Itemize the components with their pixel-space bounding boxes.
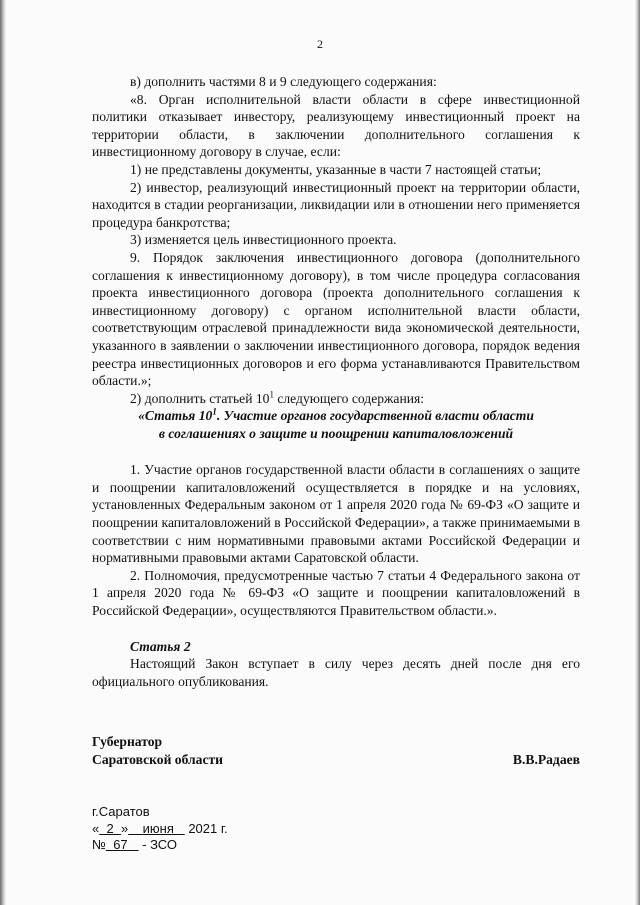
article-2-text: Настоящий Закон вступает в силу через десять дней после дня его официального опубликования. xyxy=(92,656,580,689)
scan-edge-right xyxy=(635,0,640,905)
article-paragraph-2: 2. Полномочия, предусмотренные частью 7 статьи 4 Федерального закона от 1 апреля 2020 года № 69-ФЗ «О защите и поощрении капиталовложений в Российской Федерации», осуществляются Правительством области.». xyxy=(92,567,580,619)
amend-2-text-end: следующего содержания: xyxy=(273,390,425,406)
date-open-quote: « xyxy=(92,820,100,836)
date-day: 2 xyxy=(106,820,114,836)
number-value: 67 xyxy=(113,837,128,852)
number-prefix: № xyxy=(92,837,106,852)
article-title-superscript: 1 xyxy=(212,406,217,417)
article-title-part2: . Участие органов государственной власти области xyxy=(216,408,534,424)
signature-title-line2: Саратовской области xyxy=(92,751,224,767)
paragraph-part-9: 9. Порядок заключения инвестиционного договора (дополнительного соглашения к инвестиционному договору), в том числе процедура согласования проекта инвестиционного договора (проекта дополнительного соглашения к инвестиционному договору) с органом исполнительной власти области, соответствующим отраслевой принадлежности вида экономической деятельности, указанного в заявлении о заключении инвестиционного договора, порядок ведения реестра инвестиционных договоров и его форма устанавливаются Правительством области.»; xyxy=(92,249,580,389)
number-suffix: - ЗСО xyxy=(142,837,177,852)
amend-2-superscript: 1 xyxy=(269,389,274,400)
page-number: 2 xyxy=(317,37,323,51)
scan-edge-left xyxy=(0,0,6,905)
footer-number xyxy=(92,837,228,854)
signature-title-line1: Губернатор xyxy=(92,734,163,749)
document-footer xyxy=(92,804,228,854)
footer-city: г.Саратов xyxy=(92,804,150,819)
footer-date xyxy=(92,821,228,838)
paragraph-item-2: 2) инвестор, реализующий инвестиционный проект на территории области, находится в стадии реорганизации, ликвидации или в отношении него применяется процедура банкротства; xyxy=(92,179,580,230)
article-paragraph-1: 1. Участие органов государственной власти области в соглашениях о защите и поощрении капиталовложений осуществляется в порядке и на условиях, установленных Федеральным законом от 1 апреля 2020 года № 69-ФЗ «О защите и поощрении капиталовложений в Российской Федерации», а также принимаемыми в соответствии с ним нормативными правовыми актами Российской Федерации и нормативными правовыми актами Саратовской области. xyxy=(92,462,580,566)
paragraph-amend-2 xyxy=(92,390,580,408)
paragraph-item-1: 1) не представлены документы, указанные в части 7 настоящей статьи; xyxy=(130,161,542,177)
paragraph-amend-c: в) дополнить частями 8 и 9 следующего содержания: xyxy=(130,74,437,89)
article-title-line2: в соглашениях о защите и поощрении капиталовложений xyxy=(158,426,514,442)
law-body xyxy=(92,73,580,690)
amend-2-text: 2) дополнить статьей 10 xyxy=(130,390,270,406)
date-month: июня xyxy=(142,820,174,836)
article-title-part1: «Статья 10 xyxy=(138,408,213,424)
paragraph-item-3: 3) изменяется цель инвестиционного проекта. xyxy=(130,232,397,248)
article-10-1-title xyxy=(92,407,580,443)
article-2-heading: Статья 2 xyxy=(130,638,191,654)
paragraph-part-8: «8. Орган исполнительной власти области в сфере инвестиционной политики отказывает инвестору, реализующему инвестиционный проект на территории области, в заключении дополнительного соглашения к инвестиционному договору в случае, если: xyxy=(92,91,580,160)
signature-name: В.В.Радаев xyxy=(512,751,580,767)
signature-block xyxy=(92,733,580,768)
date-close-quote: » xyxy=(120,820,129,836)
date-year: 2021 г. xyxy=(188,820,228,836)
